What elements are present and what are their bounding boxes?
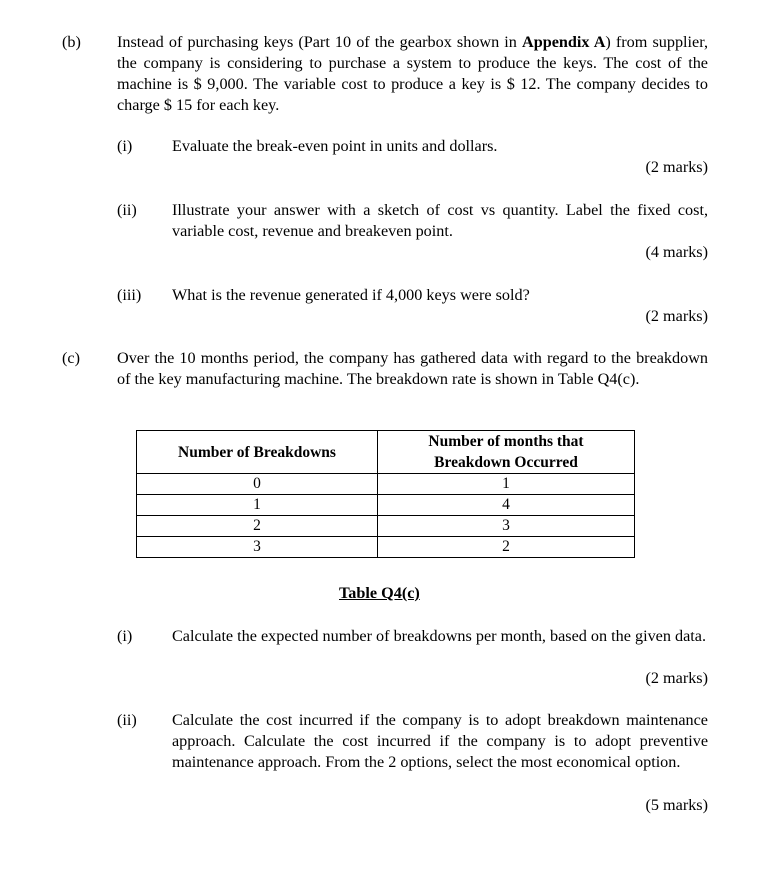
part-c-intro: Over the 10 months period, the company has gathered data with regard to the breakdown of the key manufacturing machine. The breakdown rate is shown in Table Q4(c).	[117, 349, 708, 388]
table-cell-breakdowns: 3	[137, 537, 378, 558]
table-cell-breakdowns: 0	[137, 474, 378, 495]
question-c-i-marks: (2 marks)	[645, 669, 708, 687]
table-header-months: Number of months that Breakdown Occurred	[378, 431, 635, 474]
question-b-ii-number: (ii)	[117, 201, 137, 219]
table-cell-months: 2	[378, 537, 635, 558]
appendix-reference: Appendix A	[522, 33, 606, 51]
table-caption: Table Q4(c)	[339, 584, 420, 602]
table-header-breakdowns: Number of Breakdowns	[137, 431, 378, 474]
table-cell-months: 4	[378, 495, 635, 516]
table-row	[137, 495, 635, 516]
breakdown-table	[136, 430, 635, 558]
question-b-ii-marks: (4 marks)	[645, 243, 708, 261]
table-row	[137, 516, 635, 537]
table-row	[137, 474, 635, 495]
question-b-iii-text: What is the revenue generated if 4,000 keys were sold?	[172, 286, 530, 304]
part-b-label: (b)	[62, 33, 81, 51]
part-c-label: (c)	[62, 349, 80, 367]
table-cell-breakdowns: 2	[137, 516, 378, 537]
part-b-intro-text-2: ) from supplier, the company is considering to purchase a system to produce the keys. The cost of the machine is $ 9,000. The variable cost to produce a key is $ 12. The company decides to charge $ 15 for each key.	[117, 33, 709, 114]
question-c-i-text: Calculate the expected number of breakdowns per month, based on the given data.	[172, 627, 707, 645]
question-b-i-number: (i)	[117, 137, 133, 155]
table-cell-breakdowns: 1	[137, 495, 378, 516]
question-b-ii-text: Illustrate your answer with a sketch of cost vs quantity. Label the fixed cost, variable cost, revenue and breakeven point.	[172, 201, 708, 240]
table-cell-months: 3	[378, 516, 635, 537]
part-b-intro-text-1: Instead of purchasing keys (Part 10 of the gearbox shown in	[117, 33, 522, 51]
question-b-iii-number: (iii)	[117, 286, 142, 304]
table-row	[137, 537, 635, 558]
question-b-i-marks: (2 marks)	[645, 158, 708, 176]
table-header-row	[137, 431, 635, 474]
question-b-iii-marks: (2 marks)	[645, 307, 708, 325]
question-c-ii-text: Calculate the cost incurred if the company is to adopt breakdown maintenance approach. Calculate the cost incurred if the company is to adopt preventive maintenance approach. From the 2 options, select the most economical option.	[172, 711, 708, 771]
question-c-i-number: (i)	[117, 627, 133, 645]
part-b-intro	[117, 32, 708, 116]
question-c-ii-number: (ii)	[117, 711, 137, 729]
question-c-ii-marks: (5 marks)	[645, 796, 708, 814]
question-b-i-text: Evaluate the break-even point in units and dollars.	[172, 137, 498, 155]
table-cell-months: 1	[378, 474, 635, 495]
